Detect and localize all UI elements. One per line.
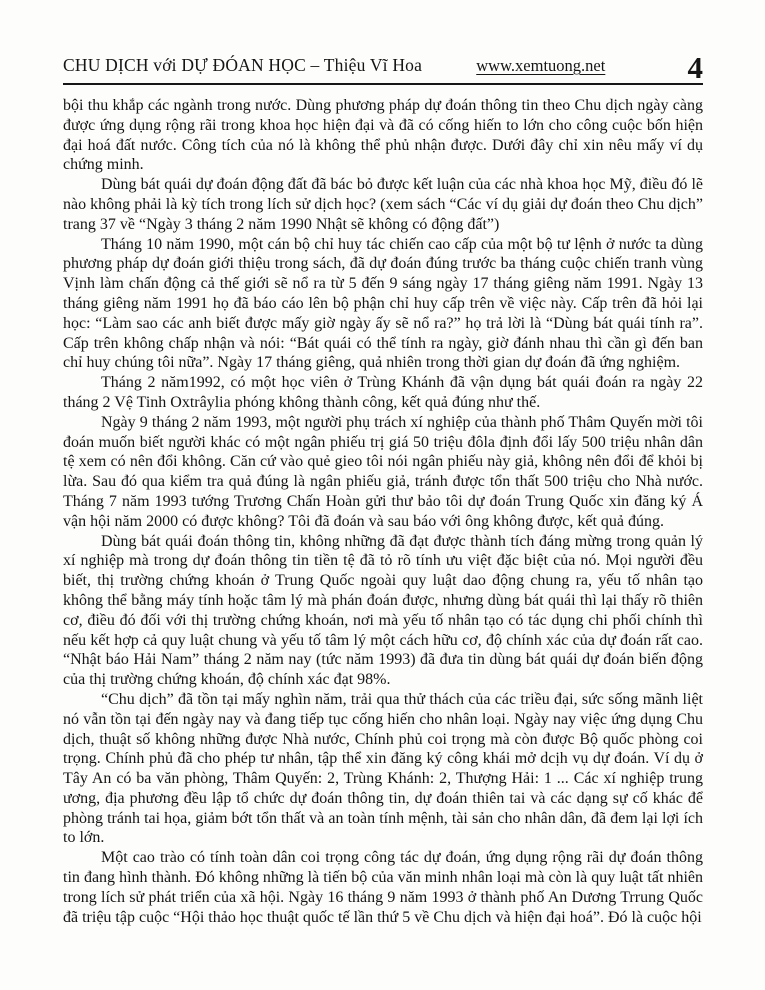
- header-divider: [63, 83, 703, 85]
- paragraph: bội thu khắp các ngành trong nước. Dùng phương pháp dự đoán thông tin theo Chu dịch ngày càng được ứng dụng rộng rãi trong khoa học hiện đại và đã có cống hiến to lớn cho công cuộc bốn hiện đại hoá đất nước. Công tích của nó là không thể phủ nhận được. Dưới đây chỉ xin nêu mấy ví dụ chứng minh.: [63, 97, 703, 174]
- paragraph: Dùng bát quái đoán thông tin, không những đã đạt được thành tích đáng mừng trong quản lý xí nghiệp mà trong dự đoán thông tin tiền tệ đã tỏ rõ tính ưu việt đặc biệt của nó. Mọi người đều biết, thị trường chứng khoán ở Trung Quốc ngoài quy luật dao động chung ra, yếu tố nhân tạo không thể bằng máy tính hoặc tâm lý mà phán đoán được, nhưng dùng bát quái thì lại thấy rõ thiên cơ, điều đó đối với thị trường chứng khoán, nơi mà yếu tố nhân tạo có tác dụng chi phối chính thì nếu kết hợp cả quy luật chung và yếu tố tâm lý một cách hữu cơ, độ chính xác của dự đoán rất cao. “Nhật báo Hải Nam” tháng 2 năm nay (tức năm 1993) đã đưa tin dùng bát quái dự đoán biến động của thị trường chứng khoán, độ chính xác đạt 98%.: [63, 532, 703, 689]
- paragraph: Tháng 10 năm 1990, một cán bộ chỉ huy tác chiến cao cấp của một bộ tư lệnh ở nước ta dùng phương pháp dự đoán giới thiệu trong sách, đã dự đoán đúng trước ba tháng cuộc chiến tranh vùng Vịnh làm chấn động cả thế giới sẽ nổ ra từ 5 đến 9 sáng ngày 17 tháng giêng năm 1991. Ngày 13 tháng giêng năm 1991 họ đã báo cáo lên bộ phận chỉ huy cấp trên về việc này. Cấp trên đã hỏi lại học: “Làm sao các anh biết được mấy giờ ngày ấy sẽ nổ ra?” họ trả lời là “Dùng bát quái tính ra”. Cấp trên không chấp nhận và nói: “Bát quái có thể tính ra ngày, giờ đánh nhau thì cần gì đến ban chỉ huy chúng tôi nữa”. Ngày 17 tháng giêng, quả nhiên trong thời gian dự đoán đã ứng nghiệm.: [63, 235, 703, 372]
- paragraph: Một cao trào có tính toàn dân coi trọng công tác dự đoán, ứng dụng rộng rãi dự đoán thông tin đang hình thành. Đó không những là tiến bộ của văn minh nhân loại mà còn là quy luật tất nhiên trong lích sử phát triển của xã hội. Ngày 16 tháng 9 năm 1993 ở thành phố An Dương Trrung Quốc đã triệu tập cuộc “Hội thảo học thuật quốc tế lần thứ 5 về Chu dịch và hiện đại hoá”. Đó là cuộc hội: [63, 849, 703, 926]
- page-header: [63, 0, 703, 85]
- paragraph: “Chu dịch” đã tồn tại mấy nghìn năm, trải qua thử thách của các triều đại, sức sống mãnh liệt nó vẫn tồn tại đến ngày nay và đang tiếp tục cống hiến cho nhân loại. Ngày nay việc ứng dụng Chu dịch, thuật số không những được Nhà nước, Chính phủ coi trọng mà còn được Bộ quốc phòng coi trọng. Chính phủ đã cho phép tư nhân, tập thể xin đăng ký công khái mở dcịh vụ dự đoán. Ví dụ ở Tây An có ba văn phòng, Thâm Quyến: 2, Trùng Khánh: 2, Thượng Hải: 1 ... Các xí nghiệp trung ương, địa phương đều lập tổ chức dự đoán thông tin, dự đoán thiên tai và các dạng sự cố khác để phòng tránh tai họa, giảm bớt tổn thất và an toàn tính mệnh, tài sản cho nhân dân, đã đem lại lợi ích to lớn.: [63, 690, 703, 847]
- book-title: CHU DỊCH với DỰ ĐÓAN HỌC – Thiệu Vĩ Hoa: [63, 55, 423, 75]
- paragraph: Ngày 9 tháng 2 năm 1993, một người phụ trách xí nghiệp của thành phố Thâm Quyến mời tôi đoán muốn biết người khác có một ngân phiếu trị giá 50 triệu đôla định đổi lấy 500 triệu nhân dân tệ xem có nên đổi không. Căn cứ vào quẻ gieo tôi nói ngân phiếu này giả, không nên đổi để khỏi bị lừa. Sau đó qua kiểm tra quả đúng là ngân phiếu giả, tránh được tổn thất 500 triệu cho Nhà nước. Tháng 7 năm 1993 tướng Trương Chấn Hoàn gửi thư bảo tôi dự đoán Trung Quốc xin đăng ký Á vận hội năm 2000 có được không? Tôi đã đoán và sau báo với ông không được, kết quả đúng.: [63, 413, 703, 530]
- website-url: www.xemtuong.net: [476, 56, 606, 75]
- paragraph: Dùng bát quái dự đoán động đất đã bác bỏ được kết luận của các nhà khoa học Mỹ, điều đó lẽ nào không phải là kỳ tích trong lích sử dịch học? (xem sách “Các ví dụ giải dự đoán theo Chu dịch” trang 37 về “Ngày 3 tháng 2 năm 1990 Nhật sẽ không có động đất”): [63, 176, 703, 233]
- paragraph: Tháng 2 năm1992, có một học viên ở Trùng Khánh đã vận dụng bát quái đoán ra ngày 22 tháng 2 Vệ Tinh Oxtrâylia phóng không thành công, kết quả đúng như thế.: [63, 374, 703, 411]
- page-body: [63, 96, 703, 927]
- page-number: 4: [687, 50, 703, 85]
